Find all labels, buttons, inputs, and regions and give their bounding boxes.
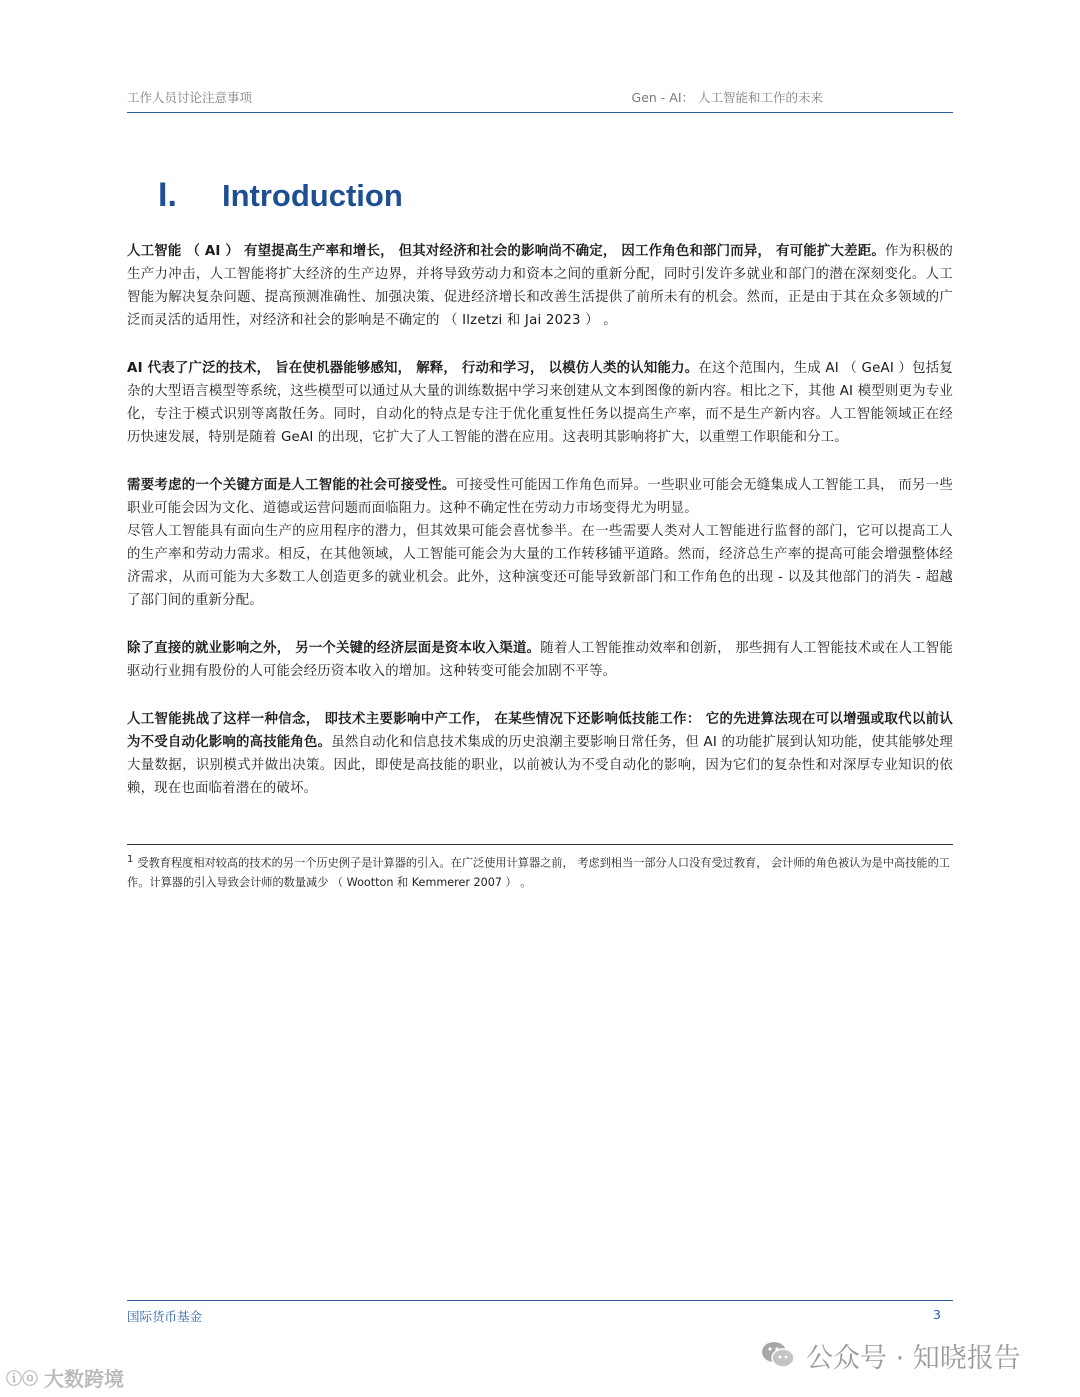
paragraph-5 xyxy=(127,637,953,683)
footer-divider xyxy=(127,1300,953,1301)
paragraph-5-body: 随着人工智能推动效率和创新， 那些拥有人工智能技术或在人工智能驱动行业拥有股份的人可能会经历资本收入的增加。这种转变可能会加剧不平等。 xyxy=(127,641,953,679)
paragraph-6 xyxy=(127,708,953,800)
paragraph-2 xyxy=(127,357,953,449)
section-title: Introduction xyxy=(222,178,403,213)
footnote-text: 受教育程度相对较高的技术的另一个历史例子是计算器的引入。在广泛使用计算器之前， 考虑到相当一部分人口没有受过教育， 会计师的角色被认为是中高技能的工作。计算器的引入导致会计师的数量减少 （ Wootton 和 Kemmerer 2007 ） 。 xyxy=(127,856,950,889)
paragraph-1-body: 作为积极的生产力冲击，人工智能将扩大经济的生产边界，并将导致劳动力和资本之间的重新分配，同时引发许多就业和部门的潜在深刻变化。人工智能为解决复杂问题、提高预测准确性、加强决策、促进经济增长和改善生活提供了前所未有的机会。然而，正是由于其在众多领域的广泛而灵活的适用性，对经济和社会的影响是不确定的 （ Ilzetzi 和 Jai 2023 ） 。 xyxy=(127,244,953,328)
page-number: 3 xyxy=(933,1307,941,1322)
footnote-divider xyxy=(127,844,953,845)
section-number: I. xyxy=(158,176,177,214)
paragraph-4 xyxy=(127,520,953,612)
header-doc-title: Gen - AI： 人工智能和工作的未来 xyxy=(631,90,823,105)
paragraph-6-lead: 人工智能挑战了这样一种信念， 即技术主要影响中产工作， 在某些情况下还影响低技能工作： 它的先进算法现在可以增强或取代以前认为不受自动化影响的高技能角色。 xyxy=(127,712,953,750)
watermark-wechat-text: 公众号 · 知晓报告 xyxy=(806,1342,1021,1374)
paragraph-6-body: 虽然自动化和信息技术集成的历史浪潮主要影响日常任务，但 AI 的功能扩展到认知功能，使其能够处理大量数据，识别模式并做出决策。因此，即使是高技能的职业，以前被认为不受自动化的影响，因为它们的复杂性和对深厚专业知识的依赖，现在也面临着潜在的破坏。 xyxy=(127,735,953,796)
paragraph-3 xyxy=(127,474,953,520)
paragraph-4-body: 尽管人工智能具有面向生产的应用程序的潜力，但其效果可能会喜忧参半。在一些需要人类对人工智能进行监督的部门，它可以提高工人的生产率和劳动力需求。相反，在其他领域，人工智能可能会为大量的工作转移铺平道路。然而，经济总生产率的提高可能会增强整体经济需求，从而可能为大多数工人创造更多的就业机会。此外，这种演变还可能导致新部门和工作角色的出现 - 以及其他部门的消失 - 超越了部门间的重新分配。 xyxy=(127,524,953,608)
paragraph-5-lead: 除了直接的就业影响之外， 另一个关键的经济层面是资本收入渠道。 xyxy=(127,641,541,656)
footnote-number: 1 xyxy=(127,854,134,865)
watermark-wechat xyxy=(760,1335,1021,1375)
paragraph-2-lead: AI 代表了广泛的技术， 旨在使机器能够感知， 解释， 行动和学习， 以模仿人类的认知能力。 xyxy=(127,361,699,376)
watermark-brand xyxy=(6,1362,124,1392)
paragraph-1-lead: 人工智能 （ AI ） 有望提高生产率和增长， 但其对经济和社会的影响尚不确定， 因工作角色和部门而异， 有可能扩大差距。 xyxy=(127,244,885,259)
footer-publisher: 国际货币基金 xyxy=(127,1309,203,1324)
header-doc-type: 工作人员讨论注意事项 xyxy=(127,90,253,105)
paragraph-3-body: 可接受性可能因工作角色而异。一些职业可能会无缝集成人工智能工具， 而另一些职业可能会因为文化、道德或运营问题而面临阻力。这种不确定性在劳动力市场变得尤为明显。 xyxy=(127,478,953,516)
paragraph-3-lead: 需要考虑的一个关键方面是人工智能的社会可接受性。 xyxy=(127,478,456,493)
paragraph-2-body: 在这个范围内，生成 AI （ GeAI ）包括复杂的大型语言模型等系统，这些模型可以通过从大量的训练数据中学习来创建从文本到图像的新内容。相比之下，其他 AI 模型则更为专业化，专注于模式识别等离散任务。同时，自动化的特点是专注于优化重复性任务以提高生产率，而不是生产新内容。人工智能领域正在经历快速发展，特别是随着 GeAI 的出现，它扩大了人工智能的潜在应用。这表明其影响将扩大，以重塑工作职能和分工。 xyxy=(127,361,953,445)
wechat-icon xyxy=(760,1339,796,1371)
paragraph-1 xyxy=(127,240,953,332)
brand-logo-icon: ⓘⓞ xyxy=(6,1368,39,1388)
watermark-brand-text: 大数跨境 xyxy=(44,1366,125,1391)
body-text xyxy=(127,240,953,825)
page-header xyxy=(127,88,953,113)
section-heading xyxy=(158,176,403,226)
footnote xyxy=(127,850,953,892)
